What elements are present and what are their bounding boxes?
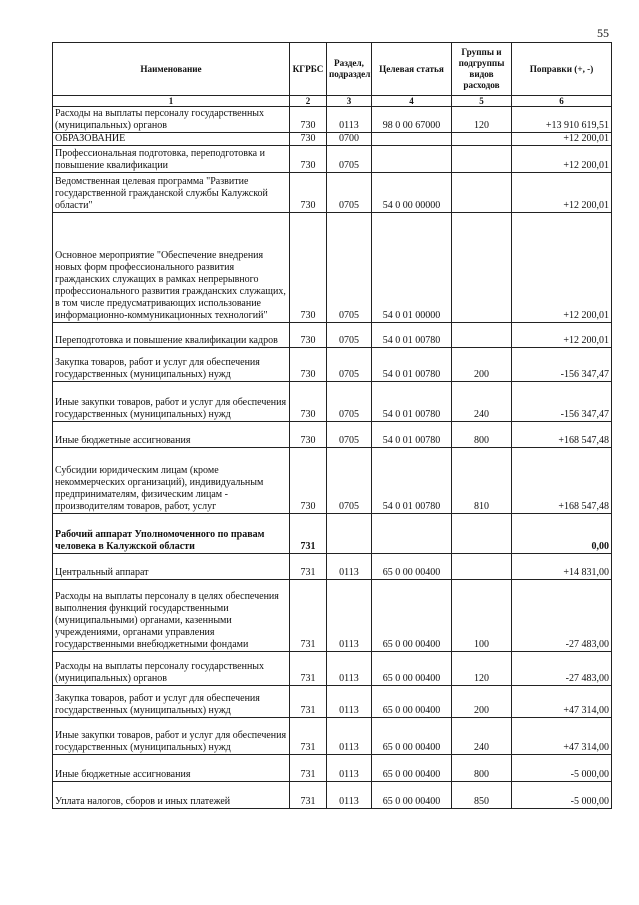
cell-target-article: 65 0 00 00400	[372, 652, 452, 686]
cell-amount: +12 200,01	[512, 213, 612, 323]
column-number: 4	[372, 96, 452, 107]
cell-section	[327, 514, 372, 554]
cell-expense-group: 120	[452, 652, 512, 686]
cell-expense-group: 240	[452, 382, 512, 422]
column-number: 2	[290, 96, 327, 107]
cell-expense-group	[452, 554, 512, 580]
table-row	[53, 146, 612, 173]
cell-kgrbs: 730	[290, 107, 327, 133]
cell-expense-group: 800	[452, 422, 512, 448]
cell-kgrbs: 730	[290, 213, 327, 323]
cell-name: Расходы на выплаты персоналу государственных (муниципальных) органов	[53, 107, 290, 133]
cell-name: Иные закупки товаров, работ и услуг для обеспечения государственных (муниципальных) нужд	[53, 718, 290, 755]
table-row	[53, 686, 612, 718]
cell-target-article: 54 0 01 00780	[372, 448, 452, 514]
cell-expense-group	[452, 133, 512, 146]
table-row	[53, 213, 612, 323]
header-name: Наименование	[53, 43, 290, 96]
cell-amount: -5 000,00	[512, 782, 612, 809]
cell-name: Иные бюджетные ассигнования	[53, 755, 290, 782]
cell-section: 0113	[327, 718, 372, 755]
cell-target-article: 65 0 00 00400	[372, 755, 452, 782]
header-row	[53, 43, 612, 96]
table-row	[53, 173, 612, 213]
table-row	[53, 580, 612, 652]
cell-target-article: 65 0 00 00400	[372, 554, 452, 580]
cell-name: Субсидии юридическим лицам (кроме некоммерческих организаций), индивидуальным предпринимателям, физическим лицам - производителям товаров, работ, услуг	[53, 448, 290, 514]
cell-section: 0113	[327, 755, 372, 782]
cell-section: 0705	[327, 323, 372, 348]
cell-amount: +168 547,48	[512, 422, 612, 448]
cell-amount: +12 200,01	[512, 323, 612, 348]
cell-section: 0705	[327, 422, 372, 448]
cell-section: 0700	[327, 133, 372, 146]
cell-name: Расходы на выплаты персоналу государственных (муниципальных) органов	[53, 652, 290, 686]
cell-name: Иные закупки товаров, работ и услуг для обеспечения государственных (муниципальных) нужд	[53, 382, 290, 422]
cell-kgrbs: 731	[290, 514, 327, 554]
cell-section: 0113	[327, 782, 372, 809]
table-row	[53, 422, 612, 448]
table-row	[53, 514, 612, 554]
cell-name: Центральный аппарат	[53, 554, 290, 580]
cell-amount: -27 483,00	[512, 652, 612, 686]
header-target-article: Целевая статья	[372, 43, 452, 96]
header-amendments: Поправки (+, -)	[512, 43, 612, 96]
cell-target-article	[372, 514, 452, 554]
cell-section: 0113	[327, 107, 372, 133]
cell-kgrbs: 730	[290, 133, 327, 146]
cell-target-article: 54 0 01 00780	[372, 422, 452, 448]
cell-amount: +47 314,00	[512, 718, 612, 755]
cell-amount: +47 314,00	[512, 686, 612, 718]
cell-section: 0113	[327, 580, 372, 652]
column-number: 5	[452, 96, 512, 107]
budget-amendments-table	[52, 42, 612, 809]
cell-section: 0705	[327, 146, 372, 173]
cell-expense-group	[452, 514, 512, 554]
cell-section: 0113	[327, 554, 372, 580]
cell-amount: -5 000,00	[512, 755, 612, 782]
cell-section: 0705	[327, 448, 372, 514]
cell-section: 0113	[327, 686, 372, 718]
table-row	[53, 652, 612, 686]
cell-target-article: 54 0 00 00000	[372, 173, 452, 213]
cell-name: Переподготовка и повышение квалификации кадров	[53, 323, 290, 348]
table-row	[53, 782, 612, 809]
cell-expense-group: 200	[452, 348, 512, 382]
cell-expense-group	[452, 173, 512, 213]
header-expense-group: Группы и подгруппы видов расходов	[452, 43, 512, 96]
cell-section: 0705	[327, 213, 372, 323]
cell-name: Закупка товаров, работ и услуг для обеспечения государственных (муниципальных) нужд	[53, 686, 290, 718]
cell-expense-group	[452, 146, 512, 173]
cell-expense-group: 850	[452, 782, 512, 809]
table-row	[53, 448, 612, 514]
cell-expense-group: 200	[452, 686, 512, 718]
table-row	[53, 554, 612, 580]
column-number: 6	[512, 96, 612, 107]
cell-kgrbs: 730	[290, 173, 327, 213]
cell-target-article: 65 0 00 00400	[372, 782, 452, 809]
cell-target-article	[372, 133, 452, 146]
cell-kgrbs: 730	[290, 448, 327, 514]
cell-target-article: 65 0 00 00400	[372, 580, 452, 652]
cell-amount: +12 200,01	[512, 173, 612, 213]
cell-name: ОБРАЗОВАНИЕ	[53, 133, 290, 146]
cell-name: Основное мероприятие "Обеспечение внедрения новых форм профессионального развития гражданских служащих в рамках непрерывного профессионального развития гражданских служащих, в том числе предусматривающих использование информационно-коммуникационных технологий"	[53, 213, 290, 323]
cell-section: 0705	[327, 348, 372, 382]
table-row	[53, 382, 612, 422]
cell-target-article: 54 0 01 00780	[372, 348, 452, 382]
cell-section: 0113	[327, 652, 372, 686]
cell-kgrbs: 731	[290, 652, 327, 686]
header-kgrbs: КГРБС	[290, 43, 327, 96]
cell-amount: 0,00	[512, 514, 612, 554]
cell-target-article	[372, 146, 452, 173]
cell-kgrbs: 730	[290, 323, 327, 348]
header-section: Раздел, подраздел	[327, 43, 372, 96]
table-row	[53, 348, 612, 382]
cell-target-article: 54 0 01 00780	[372, 382, 452, 422]
cell-expense-group: 120	[452, 107, 512, 133]
cell-amount: +13 910 619,51	[512, 107, 612, 133]
column-number-row	[53, 96, 612, 107]
table-row	[53, 718, 612, 755]
cell-amount: -156 347,47	[512, 348, 612, 382]
cell-kgrbs: 730	[290, 348, 327, 382]
cell-amount: -156 347,47	[512, 382, 612, 422]
cell-name: Иные бюджетные ассигнования	[53, 422, 290, 448]
cell-target-article: 54 0 01 00000	[372, 213, 452, 323]
cell-kgrbs: 731	[290, 580, 327, 652]
cell-kgrbs: 730	[290, 146, 327, 173]
cell-expense-group: 100	[452, 580, 512, 652]
cell-expense-group	[452, 213, 512, 323]
cell-name: Уплата налогов, сборов и иных платежей	[53, 782, 290, 809]
cell-kgrbs: 731	[290, 718, 327, 755]
cell-amount: +12 200,01	[512, 133, 612, 146]
cell-kgrbs: 731	[290, 782, 327, 809]
cell-amount: +14 831,00	[512, 554, 612, 580]
cell-amount: +168 547,48	[512, 448, 612, 514]
cell-name: Профессиональная подготовка, переподготовка и повышение квалификации	[53, 146, 290, 173]
cell-target-article: 65 0 00 00400	[372, 686, 452, 718]
cell-amount: -27 483,00	[512, 580, 612, 652]
table-row	[53, 323, 612, 348]
cell-expense-group: 240	[452, 718, 512, 755]
table-row	[53, 133, 612, 146]
column-number: 1	[53, 96, 290, 107]
cell-kgrbs: 730	[290, 382, 327, 422]
cell-expense-group: 810	[452, 448, 512, 514]
cell-target-article: 65 0 00 00400	[372, 718, 452, 755]
cell-kgrbs: 731	[290, 686, 327, 718]
cell-target-article: 54 0 01 00780	[372, 323, 452, 348]
cell-name: Ведомственная целевая программа "Развитие государственной гражданской службы Калужской области"	[53, 173, 290, 213]
cell-section: 0705	[327, 173, 372, 213]
cell-name: Закупка товаров, работ и услуг для обеспечения государственных (муниципальных) нужд	[53, 348, 290, 382]
cell-amount: +12 200,01	[512, 146, 612, 173]
page-number: 55	[597, 26, 609, 40]
table-row	[53, 107, 612, 133]
table-row	[53, 755, 612, 782]
cell-expense-group: 800	[452, 755, 512, 782]
cell-name: Расходы на выплаты персоналу в целях обеспечения выполнения функций государственными (муниципальными) органами, казенными учреждениями, органами управления государственными внебюджетными фондами	[53, 580, 290, 652]
cell-target-article: 98 0 00 67000	[372, 107, 452, 133]
cell-kgrbs: 731	[290, 755, 327, 782]
cell-kgrbs: 731	[290, 554, 327, 580]
column-number: 3	[327, 96, 372, 107]
cell-section: 0705	[327, 382, 372, 422]
cell-kgrbs: 730	[290, 422, 327, 448]
cell-expense-group	[452, 323, 512, 348]
cell-name: Рабочий аппарат Уполномоченного по правам человека в Калужской области	[53, 514, 290, 554]
